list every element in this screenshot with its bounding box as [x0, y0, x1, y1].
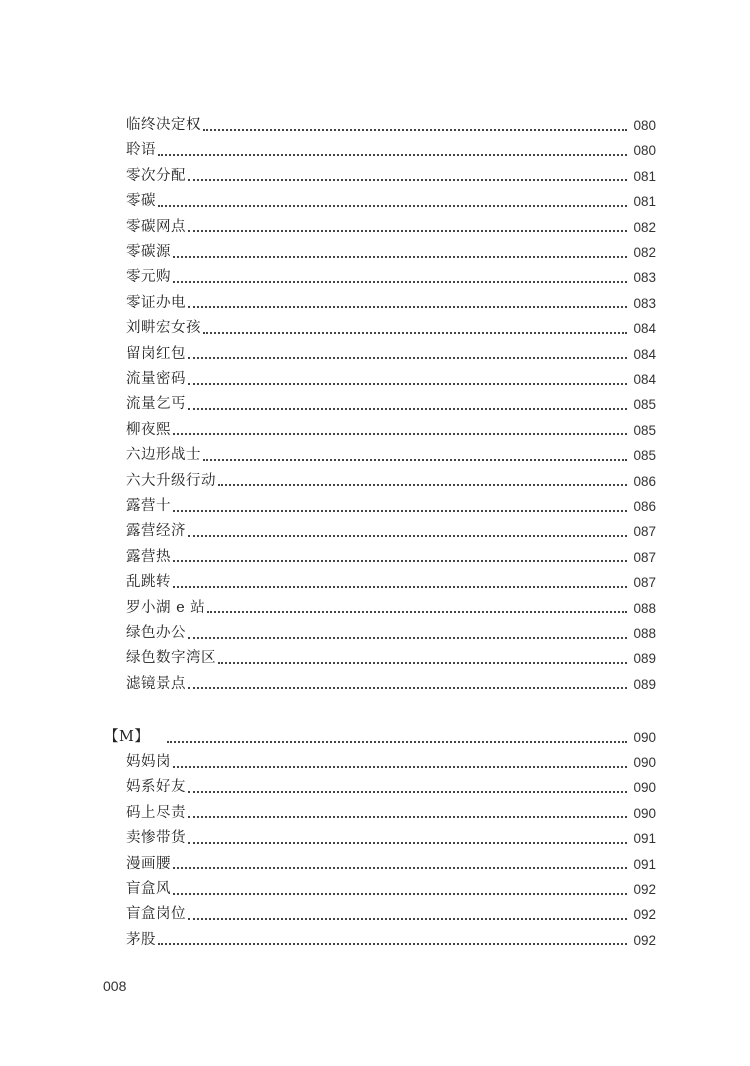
- dot-leader: [188, 918, 627, 920]
- dot-leader: [218, 662, 627, 664]
- dot-leader: [173, 766, 627, 768]
- entry-term: 卖惨带货: [126, 830, 186, 847]
- entry-page-number: 090: [633, 755, 656, 770]
- dot-leader: [207, 611, 627, 613]
- dot-leader: [188, 687, 627, 689]
- entry-page-number: 092: [633, 932, 656, 948]
- entry-term: 流量乞丐: [126, 396, 186, 413]
- entry-page-number: 091: [633, 831, 656, 847]
- toc-entry: [126, 902, 656, 927]
- toc-entry: [126, 621, 656, 646]
- toc-entry: [126, 469, 656, 494]
- dot-leader: [188, 179, 627, 181]
- entry-term: 滤镜景点: [126, 675, 186, 692]
- entry-page-number: 087: [633, 549, 656, 565]
- dot-leader: [173, 893, 627, 895]
- entry-term: 罗小湖 e 站: [126, 599, 206, 616]
- entry-term: 刘畊宏女孩: [126, 320, 201, 337]
- entry-page-number: 085: [633, 422, 656, 438]
- entry-page-number: 085: [633, 448, 656, 464]
- dot-leader: [203, 129, 627, 131]
- entry-page-number: 089: [633, 676, 656, 692]
- entry-page-number: 086: [633, 499, 656, 514]
- dot-leader: [158, 943, 627, 945]
- toc-entry: [126, 826, 656, 851]
- section-heading-m: [104, 725, 656, 750]
- entry-page-number: 083: [633, 295, 656, 311]
- entry-term: 流量密码: [126, 371, 186, 387]
- entry-page-number: 082: [633, 245, 656, 260]
- toc-entry: [126, 750, 656, 775]
- toc-entry: [126, 265, 656, 290]
- dot-leader: [158, 205, 627, 207]
- entry-term: 乱跳转: [126, 574, 171, 591]
- entry-term: 妈系好友: [126, 779, 186, 796]
- entry-page-number: 086: [633, 473, 656, 489]
- toc-entry: [126, 877, 656, 902]
- dot-leader: [203, 459, 627, 461]
- toc-entry: [126, 342, 656, 367]
- entry-term: 盲盒岗位: [126, 906, 186, 923]
- toc-entry: [126, 596, 656, 621]
- dot-leader: [188, 637, 627, 639]
- toc-entry: [126, 646, 656, 671]
- dot-leader: [173, 281, 627, 283]
- entry-page-number: 088: [633, 626, 656, 641]
- toc-entry: [126, 189, 656, 214]
- toc-entry: [126, 418, 656, 443]
- toc-entry: [126, 392, 656, 417]
- toc-entry: [126, 316, 656, 341]
- entry-term: 六边形战士: [126, 447, 201, 464]
- entry-term: 零碳网点: [126, 218, 186, 235]
- toc-entry: [126, 240, 656, 265]
- entry-page-number: 080: [633, 118, 656, 133]
- dot-leader: [218, 484, 627, 486]
- toc-entry: [126, 291, 656, 316]
- entry-term: 茅股: [126, 931, 156, 948]
- dot-leader: [173, 560, 627, 562]
- dot-leader: [188, 230, 627, 232]
- entry-page-number: 092: [633, 882, 656, 897]
- entry-term: 码上尽责: [126, 804, 186, 821]
- dot-leader: [173, 433, 627, 435]
- dot-leader: [173, 510, 627, 512]
- toc-entry: [126, 570, 656, 595]
- entry-page-number: 082: [633, 219, 656, 235]
- entry-page-number: 092: [633, 907, 656, 923]
- entry-page-number: 090: [633, 805, 656, 821]
- toc-entry: [126, 545, 656, 570]
- toc-entry: [126, 215, 656, 240]
- dot-leader: [167, 741, 627, 743]
- entry-term: 聆语: [126, 142, 156, 159]
- entry-term: 零次分配: [126, 167, 186, 184]
- entry-page-number: 087: [633, 524, 656, 540]
- toc-entry: [126, 672, 656, 697]
- toc-entry: [126, 852, 656, 877]
- entry-term: 露营十: [126, 498, 171, 514]
- entry-term: 露营热: [126, 548, 171, 565]
- entry-page-number: 091: [633, 856, 656, 872]
- entry-page-number: 083: [633, 270, 656, 286]
- dot-leader: [173, 586, 627, 588]
- toc-entry: [126, 113, 656, 138]
- page-folio: 008: [103, 978, 127, 994]
- entry-term: 零碳源: [126, 244, 171, 260]
- dot-leader: [188, 408, 627, 410]
- toc-entry: [126, 138, 656, 163]
- entry-page-number: 080: [633, 143, 656, 159]
- entry-term: 绿色办公: [126, 625, 186, 641]
- toc-entry: [126, 164, 656, 189]
- entry-page-number: 085: [633, 397, 656, 413]
- entry-term: 六大升级行动: [126, 472, 216, 489]
- dot-leader: [188, 306, 627, 308]
- entry-page-number: 089: [633, 651, 656, 667]
- entry-page-number: 084: [633, 321, 656, 337]
- toc-entry: [126, 494, 656, 519]
- entry-term: 零元购: [126, 269, 171, 286]
- entry-page-number: 084: [633, 372, 656, 387]
- dot-leader: [188, 791, 627, 793]
- entry-term: 留岗红包: [126, 345, 186, 362]
- dot-leader: [188, 357, 627, 359]
- entry-term: 妈妈岗: [126, 754, 171, 770]
- toc-entry: [126, 775, 656, 800]
- entry-page-number: 088: [633, 600, 656, 616]
- entry-page-number: 081: [633, 168, 656, 184]
- toc-entry: [126, 519, 656, 544]
- entry-term: 盲盒风: [126, 881, 171, 897]
- dot-leader: [188, 842, 627, 844]
- entry-page-number: 084: [633, 346, 656, 362]
- section-page-number: 090: [633, 730, 656, 745]
- dot-leader: [203, 332, 627, 334]
- toc-entry: [126, 801, 656, 826]
- dot-leader: [188, 816, 627, 818]
- dot-leader: [158, 154, 627, 156]
- entry-page-number: 081: [633, 194, 656, 210]
- section-label: 【M】: [104, 729, 150, 745]
- entry-term: 零证办电: [126, 294, 186, 311]
- dot-leader: [188, 535, 627, 537]
- toc-entry: [126, 443, 656, 468]
- dot-leader: [188, 383, 627, 385]
- dot-leader: [173, 867, 627, 869]
- entry-page-number: 090: [633, 780, 656, 796]
- entry-term: 临终决定权: [126, 117, 201, 133]
- entry-term: 露营经济: [126, 523, 186, 540]
- entry-term: 漫画腰: [126, 855, 171, 872]
- entry-term: 绿色数字湾区: [126, 650, 216, 667]
- toc-entry: [126, 367, 656, 392]
- toc-entry: [126, 928, 656, 953]
- entry-term: 零碳: [126, 193, 156, 210]
- entry-page-number: 087: [633, 575, 656, 591]
- entry-term: 柳夜熙: [126, 421, 171, 438]
- dot-leader: [173, 256, 627, 258]
